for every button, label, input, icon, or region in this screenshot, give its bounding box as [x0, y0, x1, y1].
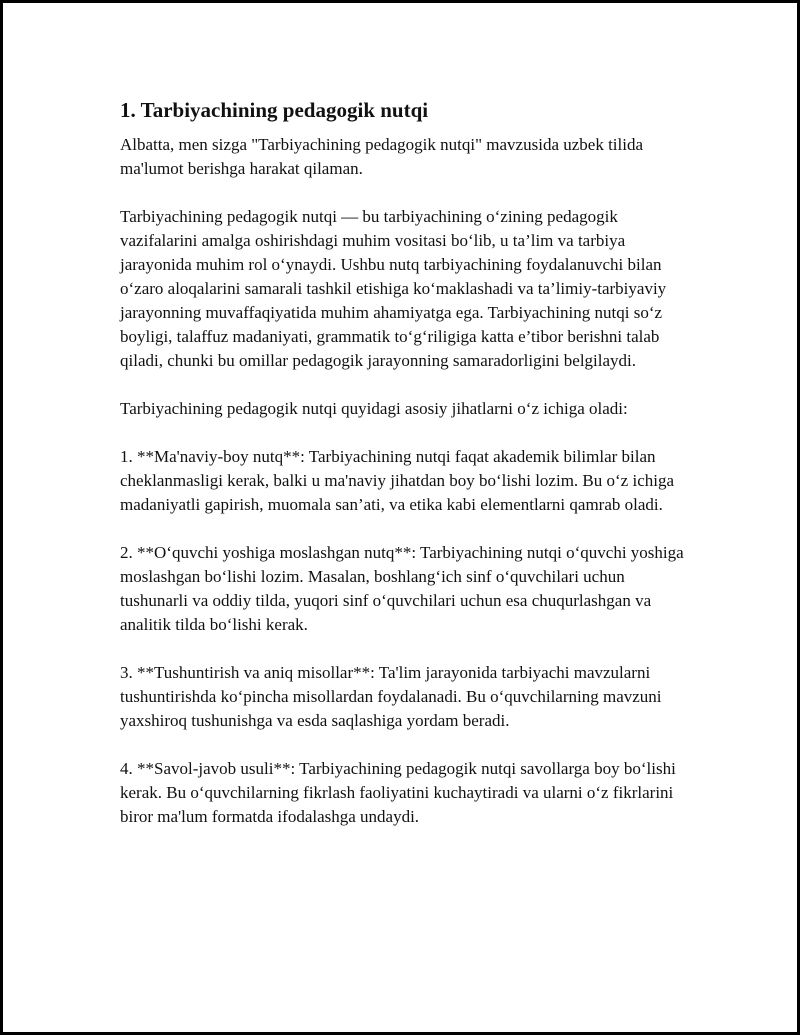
list-item-4: 4. **Savol-javob usuli**: Tarbiyachining pedagogik nutqi savollarga boy bo‘lishi kerak. Bu o‘quvchilarning fikrlash faoliyatini kuchaytiradi va ularni o‘z fikrlarini biror ma'lum formatda ifodalashga undaydi. [120, 759, 676, 826]
list-item-1: 1. **Ma'naviy-boy nutq**: Tarbiyachining nutqi faqat akademik bilimlar bilan cheklanmasligi kerak, balki u ma'naviy jihatdan boy bo‘lishi lozim. Bu o‘z ichiga madaniyatli gapirish, muomala san’ati, va etika kabi elementlarni qamrab oladi. [120, 447, 675, 514]
document-body [120, 97, 695, 829]
list-item-3: 3. **Tushuntirish va aniq misollar**: Ta'lim jarayonida tarbiyachi mavzularni tushuntirishda ko‘pincha misollardan foydalanadi. Bu o‘quvchilarning mavzuni yaxshiroq tushunishga va esda saqlashiga yordam beradi. [120, 663, 662, 730]
intro-paragraph: Albatta, men sizga "Tarbiyachining pedagogik nutqi" mavzusida uzbek tilida ma'lumot berishga harakat qilaman. [120, 135, 644, 178]
aspects-intro-paragraph: Tarbiyachining pedagogik nutqi quyidagi asosiy jihatlarni o‘z ichiga oladi: [120, 399, 628, 418]
definition-paragraph: Tarbiyachining pedagogik nutqi — bu tarbiyachining o‘zining pedagogik vazifalarini amalga oshirishdagi muhim vositasi bo‘lib, u ta’lim va tarbiya jarayonida muhim rol o‘ynaydi. Ushbu nutq tarbiyachining foydalanuvchi bilan o‘zaro aloqalarini samarali tashkil etishiga ko‘maklashadi va ta’limiy-tarbiyaviy jarayonning muvaffaqiyatida muhim ahamiyatga ega. Tarbiyachining nutqi so‘z boyligi, talaffuz madaniyati, grammatik to‘g‘riligiga katta e’tibor berishni talab qiladi, chunki bu omillar pedagogik jarayonning samaradorligini belgilaydi. [120, 207, 667, 370]
list-item-2: 2. **O‘quvchi yoshiga moslashgan nutq**: Tarbiyachining nutqi o‘quvchi yoshiga moslashgan bo‘lishi lozim. Masalan, boshlang‘ich sinf o‘quvchilari uchun tushunarli va oddiy tilda, yuqori sinf o‘quvchilari uchun esa chuqurlashgan va analitik tilda bo‘lishi kerak. [120, 543, 684, 634]
document-title: 1. Tarbiyachining pedagogik nutqi [120, 98, 429, 122]
